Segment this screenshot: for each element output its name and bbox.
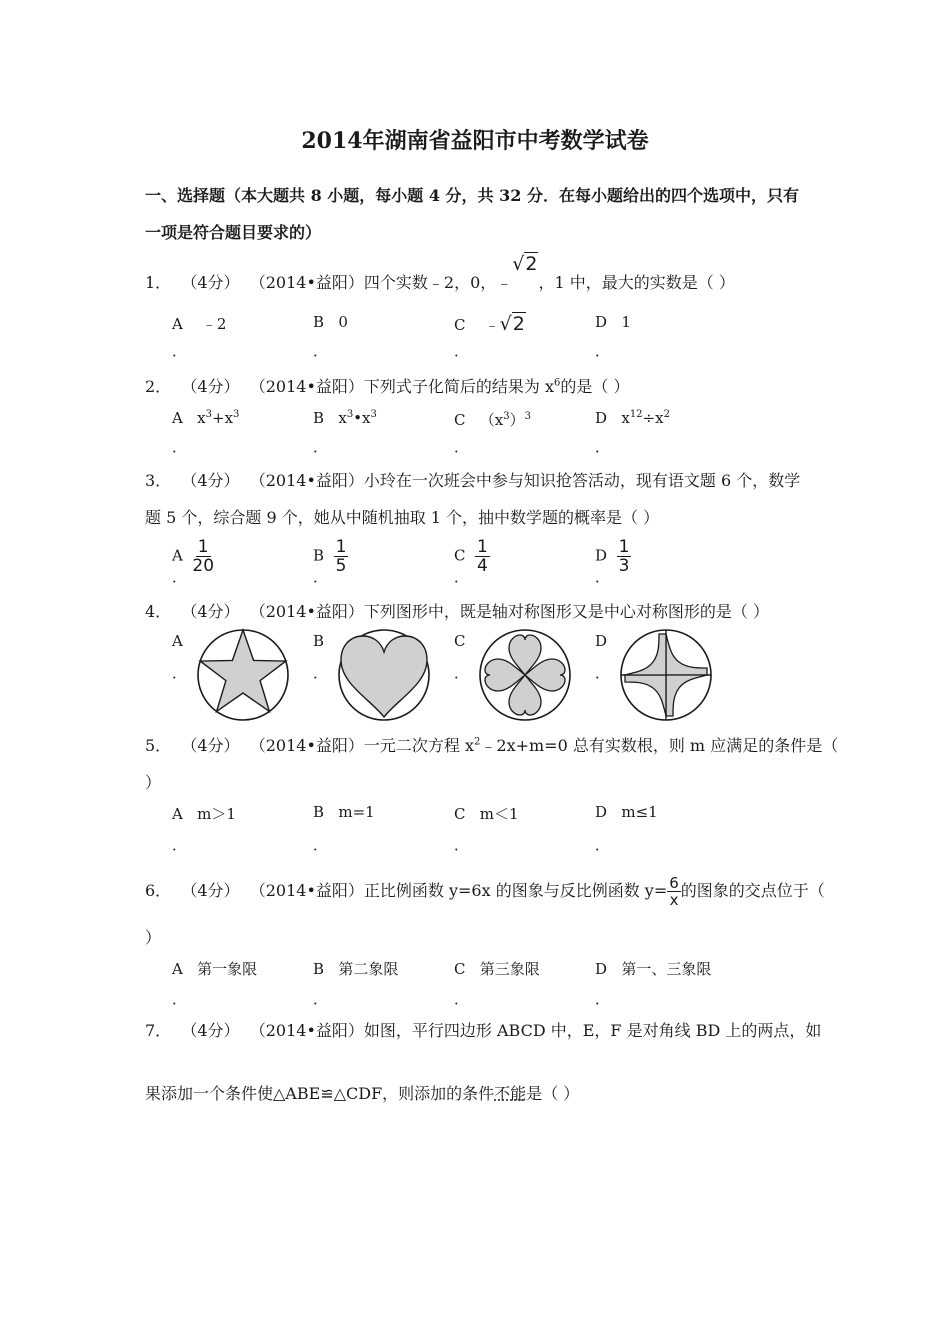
radicand: 2 — [525, 253, 538, 275]
exponent: 3 — [233, 409, 240, 420]
option-b[interactable] — [313, 803, 375, 821]
option-letter: A — [172, 315, 183, 333]
option-b-letter[interactable]: B — [313, 632, 325, 650]
option-d[interactable] — [595, 313, 631, 331]
option-d[interactable] — [595, 958, 711, 979]
option-dot: ． — [172, 836, 188, 854]
exponent: 6 — [554, 377, 561, 389]
option-dot: ． — [454, 990, 470, 1008]
denominator: 3 — [618, 556, 630, 576]
numerator: 1 — [477, 537, 488, 557]
question-4 — [145, 599, 769, 622]
question-text: 是（ ） — [526, 1084, 580, 1103]
question-text: 正比例函数 y=6x 的图象与反比例函数 y= — [363, 881, 668, 900]
question-1 — [145, 253, 735, 293]
option-letter: D — [595, 409, 608, 427]
option-letter: A — [172, 409, 183, 427]
option-dot: ． — [172, 438, 188, 456]
option-text: m≤1 — [621, 803, 658, 821]
option-d[interactable] — [595, 409, 670, 427]
option-dot: ． — [313, 664, 329, 682]
option-a[interactable] — [172, 803, 236, 824]
option-dot: ． — [313, 836, 329, 854]
numerator: 1 — [335, 537, 347, 557]
option-dot: ． — [172, 990, 188, 1008]
option-dot: ． — [454, 568, 470, 586]
option-dot: ． — [595, 438, 611, 456]
fraction — [617, 538, 632, 575]
option-dot: ． — [454, 438, 470, 456]
question-number: 6． — [145, 881, 172, 900]
exponent: 3 — [205, 409, 212, 420]
option-a[interactable] — [172, 409, 239, 427]
exponent: 3 — [524, 411, 532, 422]
option-letter: C — [454, 960, 466, 978]
question-source: （2014•益阳） — [249, 377, 364, 396]
option-letter: D — [595, 313, 608, 331]
option-text: 第二象限 — [338, 960, 399, 978]
question-number: 7． — [145, 1021, 172, 1040]
operator: ） — [509, 411, 525, 429]
option-dot: ． — [595, 990, 611, 1008]
option-b[interactable] — [313, 958, 398, 979]
option-c[interactable] — [454, 958, 540, 979]
option-a-letter[interactable]: A — [172, 632, 183, 650]
numerator: 6 — [669, 874, 679, 892]
term-base: x — [338, 409, 347, 427]
question-number: 2． — [145, 377, 172, 396]
option-dot: ． — [454, 836, 470, 854]
question-score: （4分） — [181, 881, 240, 900]
sqrt-expression: √2 — [512, 253, 538, 275]
option-letter: A — [172, 805, 183, 823]
question-5-line2: ） — [145, 773, 162, 792]
question-2 — [145, 374, 629, 397]
option-letter: D — [595, 546, 608, 565]
option-c[interactable] — [454, 803, 519, 824]
term-base: x — [362, 409, 371, 427]
four-hearts-in-circle-figure[interactable] — [478, 628, 572, 722]
option-dot: ． — [595, 568, 611, 586]
option-letter: D — [595, 960, 608, 978]
question-source: （2014•益阳） — [249, 273, 364, 292]
option-text: m＞1 — [197, 805, 236, 823]
exponent: 3 — [370, 409, 377, 420]
exponent: 2 — [474, 736, 481, 748]
term-base: x — [224, 409, 234, 427]
question-6 — [145, 875, 825, 908]
fraction — [475, 538, 490, 575]
option-dot: ． — [313, 342, 329, 360]
option-c-letter[interactable]: C — [454, 632, 466, 650]
term-base: （x — [479, 411, 504, 429]
question-text: 的是（ ） — [560, 377, 630, 396]
operator: ÷ — [642, 409, 656, 427]
question-text: 下列式子化简后的结果为 x — [363, 377, 555, 396]
option-dot: ． — [313, 990, 329, 1008]
fraction — [667, 875, 681, 908]
question-7-line2 — [145, 1081, 579, 1104]
pinwheel-in-circle-figure[interactable] — [619, 628, 713, 722]
option-text: m＜1 — [479, 805, 519, 823]
question-score: （4分） — [181, 1021, 240, 1040]
option-dot: ． — [172, 342, 188, 360]
option-dot: ． — [454, 342, 470, 360]
option-b[interactable] — [313, 409, 377, 427]
option-d-letter[interactable]: D — [595, 632, 608, 650]
option-d[interactable] — [595, 803, 658, 821]
radicand: 2 — [512, 313, 525, 335]
star-in-circle-figure[interactable] — [196, 628, 290, 722]
exponent: 3 — [503, 411, 510, 422]
question-text: 果添加一个条件使△ABE≌△CDF，则添加的条件 — [145, 1084, 495, 1103]
option-dot: ． — [595, 664, 611, 682]
option-letter: B — [313, 960, 325, 978]
operator: + — [212, 409, 225, 427]
option-prefix: ﹣ — [484, 316, 500, 334]
exponent: 12 — [629, 409, 643, 420]
numerator: 1 — [197, 537, 209, 557]
option-letter: B — [313, 546, 325, 565]
question-source: （2014•益阳） — [249, 471, 364, 490]
question-text: ﹣2x+m=0 总有实数根，则 m 应满足的条件是（ — [480, 736, 839, 755]
option-letter: C — [454, 316, 466, 334]
question-score: （4分） — [181, 736, 240, 755]
term-base: x — [197, 409, 206, 427]
option-text: 第一、三象限 — [621, 960, 712, 978]
question-text: 的图象的交点位于（ — [680, 881, 825, 900]
question-score: （4分） — [181, 602, 240, 621]
question-text: 下列图形中，既是轴对称图形又是中心对称图形的是（ ） — [363, 602, 769, 621]
option-text: m=1 — [338, 803, 375, 821]
option-text: 0 — [338, 313, 348, 331]
option-dot: ． — [454, 664, 470, 682]
question-text: ，1 中，最大的实数是（ ） — [538, 273, 735, 292]
option-a[interactable] — [172, 958, 257, 979]
option-c[interactable] — [454, 409, 531, 430]
option-letter: A — [172, 546, 183, 565]
question-score: （4分） — [181, 471, 240, 490]
section-header-line2: 一项是符合题目要求的） — [145, 223, 322, 242]
question-6-line2: ） — [145, 928, 162, 947]
exponent: 2 — [663, 409, 670, 420]
question-score: （4分） — [181, 377, 240, 396]
term-base: x — [621, 409, 630, 427]
option-dot: ． — [313, 568, 329, 586]
option-a[interactable] — [172, 313, 226, 334]
question-text: 如图，平行四边形 ABCD 中，E，F 是对角线 BD 上的两点，如 — [363, 1021, 822, 1040]
option-dot: ． — [172, 568, 188, 586]
option-dot: ． — [595, 836, 611, 854]
option-letter: B — [313, 313, 325, 331]
question-3 — [145, 468, 800, 491]
question-number: 3． — [145, 471, 172, 490]
option-text: 第一象限 — [197, 960, 258, 978]
question-number: 1． — [145, 273, 172, 292]
fraction — [192, 538, 214, 575]
heart-in-circle-figure[interactable] — [337, 628, 431, 722]
denominator: 4 — [477, 556, 488, 576]
question-text: 小玲在一次班会中参与知识抢答活动，现有语文题 6 个，数学 — [363, 471, 801, 490]
option-text: ﹣2 — [201, 315, 227, 333]
question-source: （2014•益阳） — [249, 1021, 364, 1040]
option-c[interactable] — [454, 313, 526, 335]
term-base: x — [655, 409, 664, 427]
fraction — [334, 538, 349, 575]
question-source: （2014•益阳） — [249, 736, 364, 755]
question-3-line2: 题 5 个，综合题 9 个，她从中随机抽取 1 个，抽中数学题的概率是（ ） — [145, 508, 660, 527]
option-letter: C — [454, 546, 466, 565]
question-7 — [145, 1018, 821, 1041]
question-source: （2014•益阳） — [249, 602, 364, 621]
denominator: 5 — [335, 556, 347, 576]
question-5 — [145, 733, 838, 756]
question-score: （4分） — [181, 273, 240, 292]
option-letter: A — [172, 960, 183, 978]
option-text: 1 — [621, 313, 631, 331]
section-header-line1: 一、选择题（本大题共 8 小题，每小题 4 分，共 32 分．在每小题给出的四个选项中，只有 — [145, 186, 799, 205]
sqrt-expression: √2 — [499, 313, 525, 335]
option-dot: ． — [172, 664, 188, 682]
option-text: 第三象限 — [479, 960, 540, 978]
question-text: 一元二次方程 x — [363, 736, 475, 755]
numerator: 1 — [618, 537, 630, 557]
question-source: （2014•益阳） — [249, 881, 364, 900]
option-b[interactable] — [313, 313, 348, 331]
exponent: 3 — [346, 409, 354, 420]
page-title: 2014年湖南省益阳市中考数学试卷 — [301, 128, 649, 154]
option-letter: B — [313, 803, 325, 821]
emphasized-text: 不能 — [494, 1084, 527, 1103]
operator: • — [353, 409, 363, 427]
question-text: 四个实数﹣2，0，﹣ — [363, 273, 513, 292]
option-letter: C — [454, 411, 466, 429]
option-dot: ． — [595, 342, 611, 360]
option-letter: B — [313, 409, 325, 427]
question-number: 5． — [145, 736, 172, 755]
option-dot: ． — [313, 438, 329, 456]
option-letter: C — [454, 805, 466, 823]
question-number: 4． — [145, 602, 172, 621]
option-letter: D — [595, 803, 608, 821]
denominator: 20 — [192, 556, 215, 576]
denominator: x — [669, 891, 679, 909]
